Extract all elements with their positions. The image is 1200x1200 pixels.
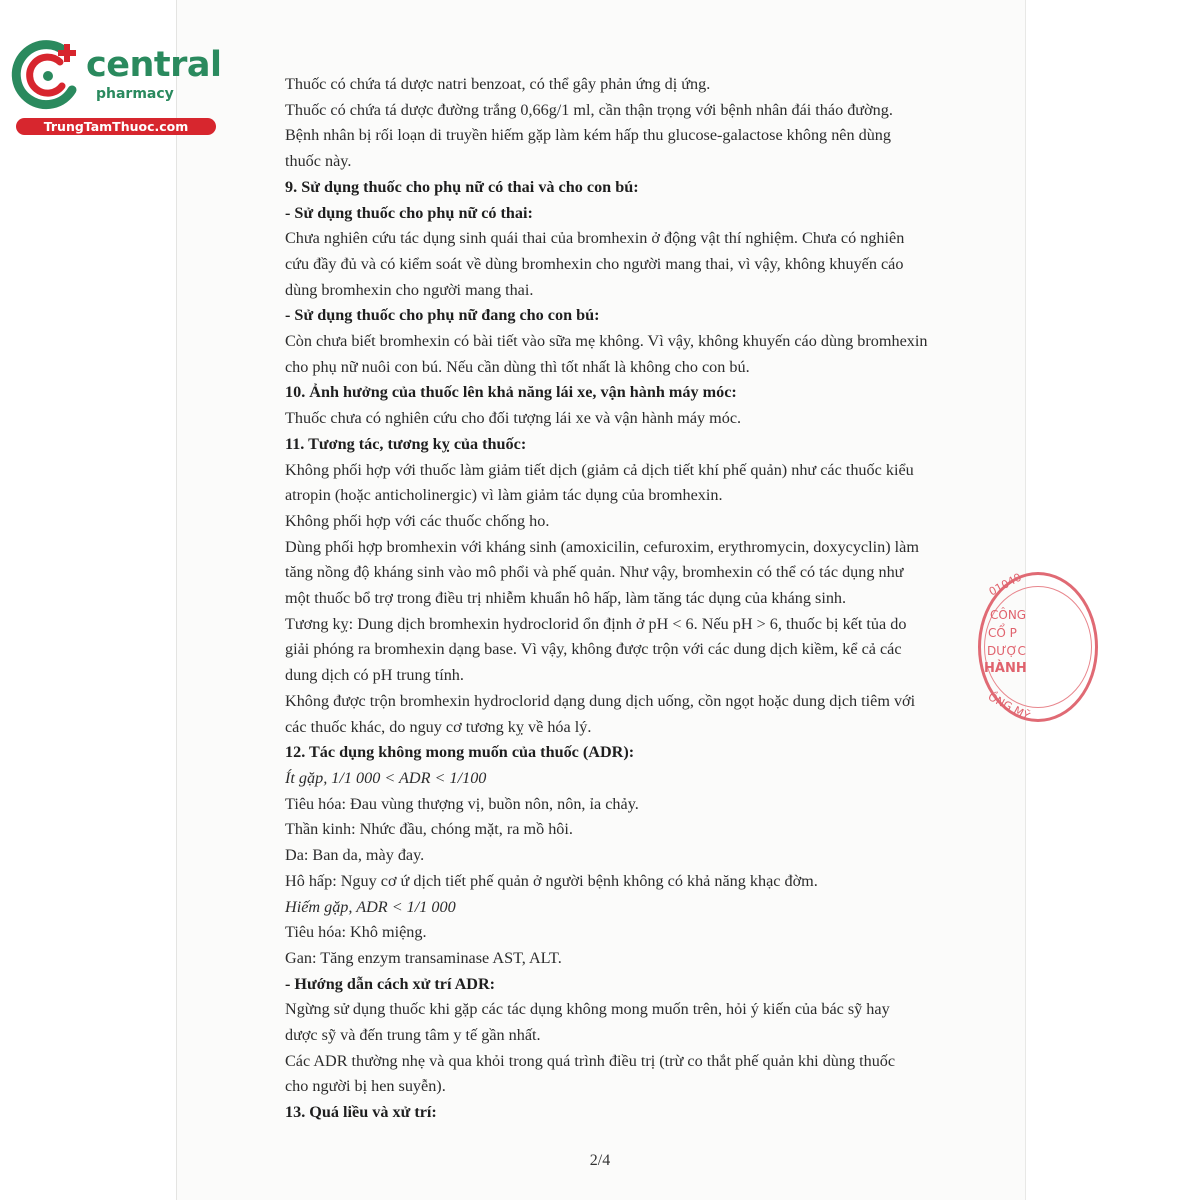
section-heading-12: 12. Tác dụng không mong muốn của thuốc (ADR): <box>285 743 635 762</box>
frequency-rare: Hiếm gặp, ADR < 1/1 000 <box>285 897 456 916</box>
text-line: cho phụ nữ nuôi con bú. Nếu cần dùng thì tốt nhất là không cho con bú. <box>285 357 750 376</box>
logo-name: central <box>86 45 222 85</box>
stamp-text: DƯỢC <box>987 644 1026 658</box>
stamp-text: CỔ P <box>988 626 1017 640</box>
text-line: thuốc này. <box>285 152 352 171</box>
text-line: cho người bị hen suyễn). <box>285 1077 446 1096</box>
text-line: Không được trộn bromhexin hydroclorid dạng dung dịch uống, cồn ngọt hoặc dung dịch tiêm với <box>285 691 916 710</box>
central-pharmacy-logo[interactable] <box>8 38 222 138</box>
company-seal-stamp <box>978 570 1032 724</box>
text-line: một thuốc bổ trợ trong điều trị nhiễm khuẩn hô hấp, làm tăng tác dụng của kháng sinh. <box>285 589 847 608</box>
text-line: atropin (hoặc anticholinergic) vì làm giảm tác dụng của bromhexin. <box>285 486 723 505</box>
stamp-text: ỒNG MỸ <box>985 690 1032 723</box>
text-line: Tiêu hóa: Khô miệng. <box>285 923 427 942</box>
text-line: dùng bromhexin cho người mang thai. <box>285 280 534 299</box>
text-line: Da: Ban da, mày đay. <box>285 846 425 865</box>
text-line: dược sỹ và đến trung tâm y tế gần nhất. <box>285 1026 541 1045</box>
subheading-adr-management: - Hướng dẫn cách xử trí ADR: <box>285 974 496 993</box>
text-line: Thuốc có chứa tá dược đường trắng 0,66g/1 ml, cần thận trọng với bệnh nhân đái tháo đường. <box>285 100 893 119</box>
text-line: Không phối hợp với các thuốc chống ho. <box>285 511 550 530</box>
frequency-uncommon: Ít gặp, 1/1 000 < ADR < 1/100 <box>285 768 487 787</box>
text-line: các thuốc khác, do nguy cơ tương kỵ về hóa lý. <box>285 717 592 736</box>
text-line: Chưa nghiên cứu tác dụng sinh quái thai của bromhexin ở động vật thí nghiệm. Chưa có nghiên <box>285 229 905 248</box>
text-line: Tiêu hóa: Đau vùng thượng vị, buồn nôn, nôn, ỉa chảy. <box>285 794 639 813</box>
section-heading-9: 9. Sử dụng thuốc cho phụ nữ có thai và cho con bú: <box>285 177 639 196</box>
text-line: Thuốc chưa có nghiên cứu cho đối tượng lái xe và vận hành máy móc. <box>285 409 742 428</box>
section-heading-10: 10. Ảnh hưởng của thuốc lên khả năng lái xe, vận hành máy móc: <box>285 383 737 402</box>
section-heading-13: 13. Quá liều và xử trí: <box>285 1103 437 1122</box>
text-line: Các ADR thường nhẹ và qua khỏi trong quá trình điều trị (trừ co thắt phế quản khi dùng thuốc <box>285 1051 896 1070</box>
subheading-pregnancy: - Sử dụng thuốc cho phụ nữ có thai: <box>285 203 533 222</box>
text-line: Tương kỵ: Dung dịch bromhexin hydroclorid ổn định ở pH < 6. Nếu pH > 6, thuốc bị kết tủa do <box>285 614 907 633</box>
text-line: tăng nồng độ kháng sinh vào mô phổi và phế quản. Như vậy, bromhexin có thể có tác dụng như <box>285 563 904 582</box>
stamp-text: HÀNH <box>984 661 1027 676</box>
subheading-breastfeeding: - Sử dụng thuốc cho phụ nữ đang cho con bú: <box>285 306 600 325</box>
section-heading-11: 11. Tương tác, tương kỵ của thuốc: <box>285 434 527 453</box>
text-line: dung dịch có pH trung tính. <box>285 666 464 685</box>
logo-subtitle: pharmacy <box>96 86 174 102</box>
logo-url-badge[interactable]: TrungTamThuoc.com <box>16 118 216 135</box>
text-line: Ngừng sử dụng thuốc khi gặp các tác dụng không mong muốn trên, hỏi ý kiến của bác sỹ hay <box>285 1000 890 1019</box>
stamp-text: 01040 <box>986 570 1024 599</box>
pharmacy-cross-logo-icon <box>8 38 88 118</box>
text-line: Không phối hợp với thuốc làm giảm tiết dịch (giảm cả dịch tiết khí phế quản) như các thuốc kiểu <box>285 460 914 479</box>
text-line: Hô hấp: Nguy cơ ứ dịch tiết phế quản ở người bệnh không có khả năng khạc đờm. <box>285 871 818 890</box>
text-line: Còn chưa biết bromhexin có bài tiết vào sữa mẹ không. Vì vậy, không khuyến cáo dùng bromhexin <box>285 332 928 351</box>
text-line: Thuốc có chứa tá dược natri benzoat, có thể gây phản ứng dị ứng. <box>285 75 711 93</box>
text-line: Gan: Tăng enzym transaminase AST, ALT. <box>285 948 562 967</box>
page-number: 2/4 <box>589 1152 611 1169</box>
text-line: Dùng phối hợp bromhexin với kháng sinh (amoxicilin, cefuroxim, erythromycin, doxycyclin) làm <box>285 537 919 556</box>
text-line: Bệnh nhân bị rối loạn di truyền hiếm gặp làm kém hấp thu glucose-galactose không nên dùng <box>285 126 891 145</box>
text-line: Thần kinh: Nhức đầu, chóng mặt, ra mồ hôi. <box>285 820 573 839</box>
text-line: cứu đầy đủ và có kiểm soát về dùng bromhexin cho người mang thai, vì vậy, không khuyến cáo <box>285 254 904 273</box>
document-body <box>285 72 949 1126</box>
stamp-text: CÔNG <box>990 608 1027 622</box>
text-line: giải phóng ra bromhexin dạng base. Vì vậy, không được trộn với các dung dịch kiềm, kể cả các <box>285 640 902 659</box>
